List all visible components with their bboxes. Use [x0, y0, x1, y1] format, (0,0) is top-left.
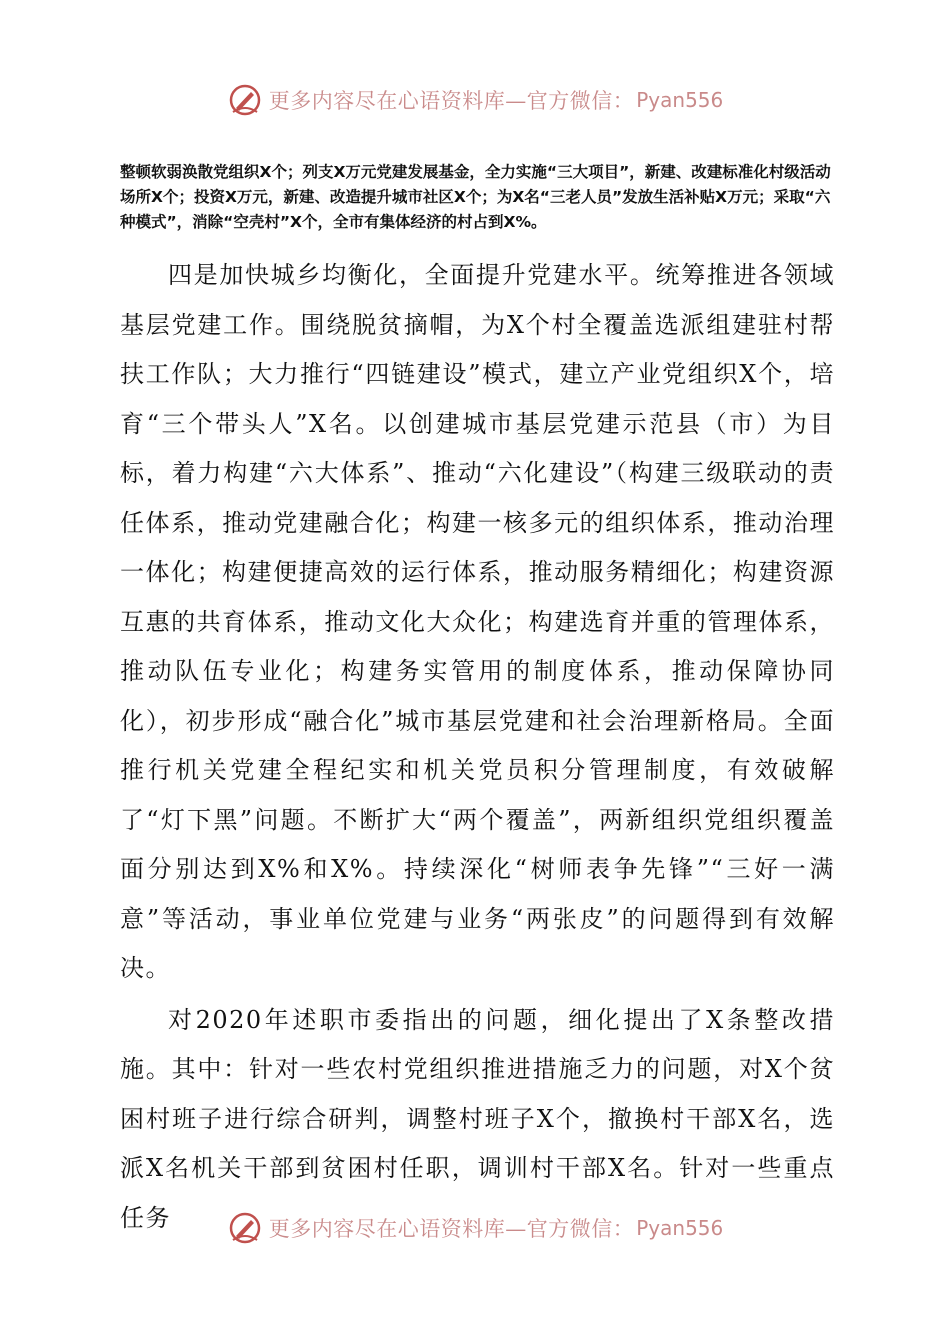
- watermark-text: 更多内容尽在心语资料库—官方微信：: [268, 1217, 635, 1241]
- watermark-id: Pyan556: [636, 88, 724, 112]
- body-paragraph-1: 四是加快城乡均衡化，全面提升党建水平。统筹推进各领域基层党建工作。围绕脱贫摘帽，为X个村全覆盖选派组建驻村帮扶工作队；大力推行“四链建设”模式，建立产业党组织X个，培育“三个带头人”X名。以创建城市基层党建示范县（市）为目标，着力构建“六大体系”、推动“六化建设”（构建三级联动的责任体系，推动党建融合化；构建一核多元的组织体系，推动治理一体化；构建便捷高效的运行体系，推动服务精细化；构建资源互惠的共育体系，推动文化大众化；构建选育并重的管理体系，推动队伍专业化；构建务实管用的制度体系，推动保障协同化），初步形成“融合化”城市基层党建和社会治理新格局。全面推行机关党建全程纪实和机关党员积分管理制度，有效破解了“灯下黑”问题。不断扩大“两个覆盖”，两新组织党组织覆盖面分别达到X%和X%。持续深化“树师表争先锋”“三好一满意”等活动，事业单位党建与业务“两张皮”的问题得到有效解决。: [120, 261, 835, 982]
- watermark-id: Pyan556: [636, 1216, 724, 1240]
- footer-watermark: [0, 1210, 950, 1246]
- watermark-text: 更多内容尽在心语资料库—官方微信：: [268, 89, 635, 113]
- intro-paragraph: 整顿软弱涣散党组织X个；列支X万元党建发展基金，全力实施“三大项目”，新建、改建标准化村级活动场所X个；投资X万元，新建、改造提升城市社区X个；为X名“三老人员”发放生活补贴X万元；采取“六种模式”，消除“空壳村”X个，全市有集体经济的村占到X%。: [120, 163, 831, 231]
- body-paragraph-2: 对2020年述职市委指出的问题，细化提出了X条整改措施。其中：针对一些农村党组织推进措施乏力的问题，对X个贫困村班子进行综合研判，调整村班子X个，撤换村干部X名，选派X名机关干部到贫困村任职，调训村干部X名。针对一些重点任务: [120, 1005, 835, 1232]
- header-watermark: [0, 82, 950, 118]
- pen-logo-icon: [227, 82, 263, 118]
- document-body: [120, 160, 835, 1243]
- pen-logo-icon: [227, 1210, 263, 1246]
